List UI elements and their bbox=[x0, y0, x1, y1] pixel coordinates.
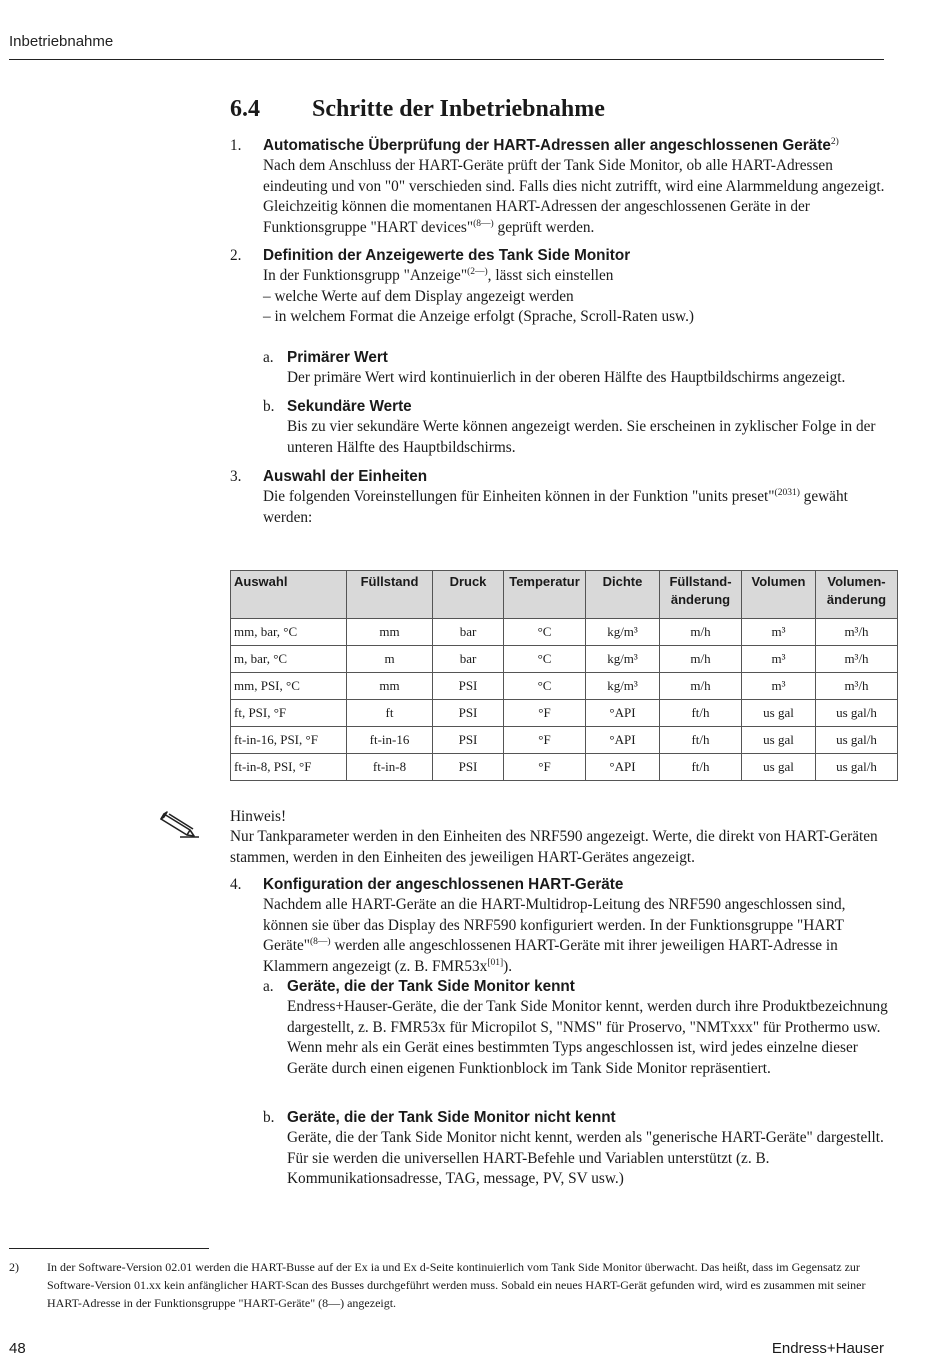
table-cell: PSI bbox=[433, 754, 504, 781]
sub-heading: Geräte, die der Tank Side Monitor nicht kennt bbox=[287, 1109, 616, 1126]
step-heading: Konfiguration der angeschlossenen HART-Geräte bbox=[263, 876, 624, 893]
step-2a bbox=[263, 348, 893, 389]
table-header: Volumen-änderung bbox=[816, 571, 898, 619]
table-cell: m³ bbox=[742, 673, 816, 700]
table-cell: kg/m³ bbox=[586, 673, 660, 700]
table-cell: PSI bbox=[433, 673, 504, 700]
step-text-mid: werden alle angeschlossenen HART-Geräte mit ihrer jeweiligen HART-Adresse in Klammern angezeigt (z. B. FMR53x bbox=[263, 937, 838, 975]
sub-text: Geräte, die der Tank Side Monitor nicht kennt, werden als "generische HART-Geräte" dargestellt. Für sie werden die universellen HART-Befehle und Variablen unterstützt (z. B. Kommunikationsadresse, TAG, message, PV, SV usw.) bbox=[287, 1129, 884, 1188]
table-row bbox=[231, 754, 898, 781]
step-4b bbox=[263, 1108, 893, 1190]
running-head: Inbetriebnahme bbox=[9, 33, 114, 50]
step-1 bbox=[230, 136, 890, 238]
step-4 bbox=[230, 875, 890, 977]
table-cell: ft-in-16 bbox=[347, 727, 433, 754]
step-number: 2. bbox=[230, 247, 242, 264]
sub-heading: Geräte, die der Tank Side Monitor kennt bbox=[287, 978, 575, 995]
table-cell: ft-in-8, PSI, °F bbox=[231, 754, 347, 781]
step-2b bbox=[263, 397, 893, 458]
table-cell: mm, bar, °C bbox=[231, 619, 347, 646]
table-cell: °C bbox=[504, 673, 586, 700]
table-cell: us gal bbox=[742, 700, 816, 727]
step-4a bbox=[263, 977, 893, 1079]
bullet-item: – in welchem Format die Anzeige erfolgt (Sprache, Scroll-Raten usw.) bbox=[263, 308, 695, 326]
note-title: Hinweis! bbox=[230, 808, 287, 825]
table-cell: ft-in-8 bbox=[347, 754, 433, 781]
step-number: 4. bbox=[230, 876, 242, 893]
section-title bbox=[230, 96, 605, 123]
sub-heading: Sekundäre Werte bbox=[287, 398, 412, 415]
sub-number: b. bbox=[263, 1109, 275, 1126]
table-cell: PSI bbox=[433, 727, 504, 754]
sub-number: b. bbox=[263, 398, 275, 415]
step-3 bbox=[230, 467, 890, 528]
step-text-end: geprüft werden. bbox=[493, 218, 595, 236]
step-number: 1. bbox=[230, 137, 242, 154]
step-text: Nach dem Anschluss der HART-Geräte prüft der Tank Side Monitor, ob alle HART-Adressen eindeuting und von "0" verschieden sind. Falls dies nicht zutrifft, wird eine Alarmmeldung angezeigt. Gleichzeitig können die momentanen HART-Adressen der angeschlossenen Geräte in der Funktionsgruppe "HART devices" bbox=[263, 157, 885, 236]
page-number: 48 bbox=[9, 1340, 26, 1357]
units-table bbox=[230, 570, 898, 781]
sub-text: Der primäre Wert wird kontinuierlich in der oberen Hälfte des Hauptbildschirms angezeigt. bbox=[287, 369, 846, 387]
table-cell: ft-in-16, PSI, °F bbox=[231, 727, 347, 754]
table-row bbox=[231, 646, 898, 673]
table-cell: °C bbox=[504, 619, 586, 646]
section-heading: Schritte der Inbetriebnahme bbox=[312, 96, 605, 122]
table-header: Druck bbox=[433, 571, 504, 619]
sub-text: Endress+Hauser-Geräte, die der Tank Side Monitor kennt, werden durch ihre Produktbezeichnung dargestellt, z. B. FMR53x für Micropilot S, "NMS" für Proservo, "NMTxxx" für Prothermo usw. Wenn mehr als ein Gerät eines bestimmten Typs angeschlossen ist, wird jedes einzelne dieser Geräte durch einen eigenen Funktionblock im Tank Side Monitor repräsentiert. bbox=[287, 998, 888, 1077]
function-code: (2031) bbox=[774, 488, 800, 499]
table-cell: ft/h bbox=[660, 700, 742, 727]
table-cell: mm bbox=[347, 673, 433, 700]
bullet-item: – welche Werte auf dem Display angezeigt werden bbox=[263, 287, 574, 305]
table-header: Auswahl bbox=[231, 571, 347, 619]
footnote-rule bbox=[9, 1248, 209, 1249]
sub-heading: Primärer Wert bbox=[287, 349, 388, 366]
note-text: Nur Tankparameter werden in den Einheiten des NRF590 angezeigt. Werte, die direkt von HART-Geräten stammen, werden in den Einheiten des jeweiligen HART-Gerätes angezeigt. bbox=[230, 828, 878, 866]
sub-number: a. bbox=[263, 978, 274, 995]
table-cell: mm, PSI, °C bbox=[231, 673, 347, 700]
step-heading: Definition der Anzeigewerte des Tank Side Monitor bbox=[263, 247, 631, 264]
table-cell: m³ bbox=[742, 619, 816, 646]
step-number: 3. bbox=[230, 468, 242, 485]
table-cell: m bbox=[347, 646, 433, 673]
header-rule bbox=[9, 59, 884, 60]
table-cell: m³ bbox=[742, 646, 816, 673]
table-header: Füllstand-änderung bbox=[660, 571, 742, 619]
step-2 bbox=[230, 246, 890, 328]
note bbox=[230, 807, 890, 868]
sub-number: a. bbox=[263, 349, 274, 366]
function-code: (8—) bbox=[310, 937, 331, 948]
table-header: Temperatur bbox=[504, 571, 586, 619]
table-cell: bar bbox=[433, 619, 504, 646]
step-heading: Auswahl der Einheiten bbox=[263, 468, 428, 485]
footnote-number: 2) bbox=[9, 1260, 19, 1274]
table-row bbox=[231, 619, 898, 646]
table-cell: kg/m³ bbox=[586, 619, 660, 646]
step-text-end: gewäht werden: bbox=[263, 488, 848, 526]
table-cell: ft, PSI, °F bbox=[231, 700, 347, 727]
table-cell: °F bbox=[504, 754, 586, 781]
table-cell: m³/h bbox=[816, 619, 898, 646]
table-row bbox=[231, 673, 898, 700]
sub-text: Bis zu vier sekundäre Werte können angezeigt werden. Sie erscheinen in zyklischer Folge in der unteren Hälfte des Hauptbildschirms. bbox=[287, 418, 876, 456]
step-text: Die folgenden Voreinstellungen für Einheiten können in der Funktion "units preset" bbox=[263, 488, 775, 506]
table-cell: us gal bbox=[742, 727, 816, 754]
table-cell: m, bar, °C bbox=[231, 646, 347, 673]
table-cell: us gal/h bbox=[816, 700, 898, 727]
step-text-end: ). bbox=[503, 957, 513, 975]
table-row bbox=[231, 727, 898, 754]
table-cell: °F bbox=[504, 700, 586, 727]
step-text-end: , lässt sich einstellen bbox=[487, 267, 614, 285]
footnote-text: In der Software-Version 02.01 werden die HART-Busse auf der Ex ia und Ex d-Seite kontinuierlich vom Tank Side Monitor überwacht. Das heißt, dass im Gegensatz zur Software-Version 01.xx kein anfänglicher HART-Scan des Busses durchgeführt werden muss. Sobald ein neues HART-Gerät gefunden wird, wird es zusammen mit seiner HART-Adresse in der Funktionsgruppe "HART-Geräte" (8—) angezeigt. bbox=[47, 1260, 866, 1310]
table-cell: m/h bbox=[660, 673, 742, 700]
table-cell: m³/h bbox=[816, 646, 898, 673]
pencil-icon bbox=[160, 808, 200, 838]
table-cell: m³/h bbox=[816, 673, 898, 700]
table-cell: mm bbox=[347, 619, 433, 646]
table-cell: us gal/h bbox=[816, 727, 898, 754]
footnote bbox=[9, 1258, 879, 1312]
table-cell: m/h bbox=[660, 619, 742, 646]
table-header-row bbox=[231, 571, 898, 619]
table-cell: ft bbox=[347, 700, 433, 727]
table-header: Füllstand bbox=[347, 571, 433, 619]
brand-name: Endress+Hauser bbox=[771, 1340, 884, 1357]
table-header: Volumen bbox=[742, 571, 816, 619]
function-code: (2—) bbox=[467, 267, 488, 278]
table-cell: PSI bbox=[433, 700, 504, 727]
table-cell: us gal/h bbox=[816, 754, 898, 781]
address-code: [01] bbox=[487, 957, 504, 968]
step-text: Nachdem alle HART-Geräte an die HART-Multidrop-Leitung des NRF590 angeschlossen sind, können sie über das Display des NRF590 konfiguriert werden. In der Funktionsgruppe "HART Geräte" bbox=[263, 896, 846, 955]
table-cell: kg/m³ bbox=[586, 646, 660, 673]
table-cell: °API bbox=[586, 754, 660, 781]
table-cell: us gal bbox=[742, 754, 816, 781]
table-header: Dichte bbox=[586, 571, 660, 619]
footnote-ref: 2) bbox=[830, 137, 839, 147]
table-cell: bar bbox=[433, 646, 504, 673]
function-code: (8—) bbox=[473, 218, 494, 229]
table-cell: °C bbox=[504, 646, 586, 673]
step-text: In der Funktionsgrupp "Anzeige" bbox=[263, 267, 468, 285]
table-cell: °F bbox=[504, 727, 586, 754]
table-cell: ft/h bbox=[660, 754, 742, 781]
table-cell: m/h bbox=[660, 646, 742, 673]
table-cell: °API bbox=[586, 700, 660, 727]
table-cell: °API bbox=[586, 727, 660, 754]
step-heading: Automatische Überprüfung der HART-Adressen aller angeschlossenen Geräte bbox=[263, 137, 831, 154]
table-cell: ft/h bbox=[660, 727, 742, 754]
table-row bbox=[231, 700, 898, 727]
section-number: 6.4 bbox=[230, 96, 260, 122]
